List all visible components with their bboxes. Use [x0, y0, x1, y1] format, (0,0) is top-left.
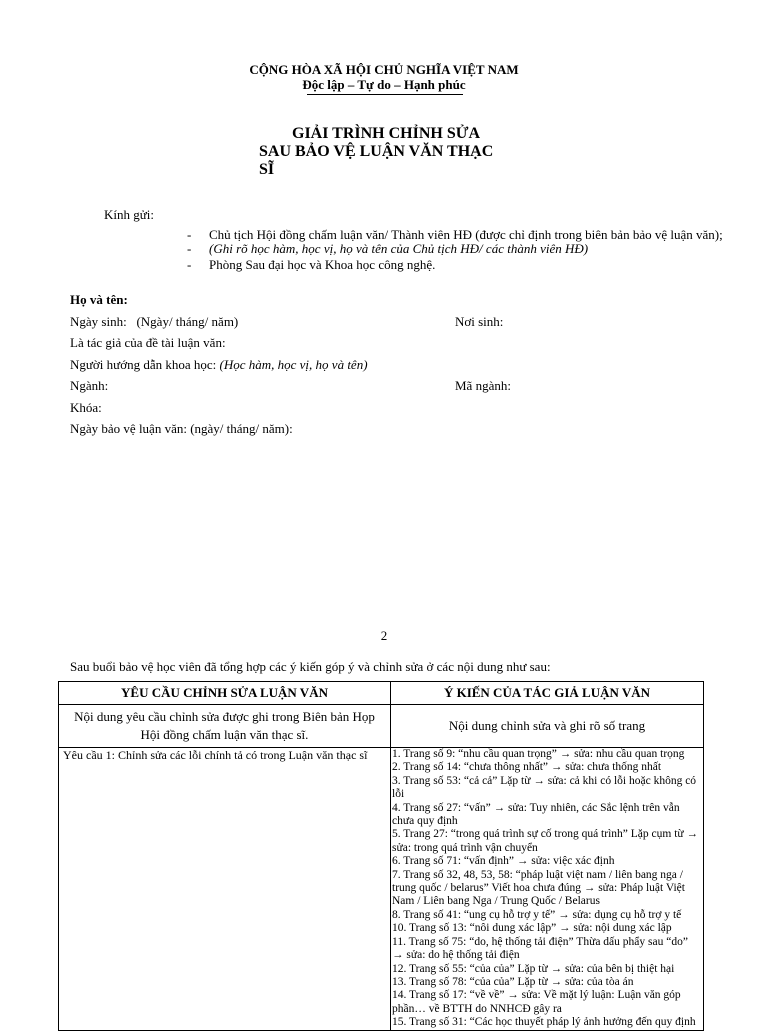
- list-item: 11. Trang số 75: “do, hệ thống tải điện” Thừa dấu phẩy sau “do” → sửa: do hệ thống tải điện: [392, 935, 688, 962]
- name-label: Họ và tên:: [70, 292, 128, 307]
- motto: Độc lập – Tự do – Hạnh phúc: [302, 77, 466, 92]
- list-item: 3. Trang số 53: “cả cả” Lặp từ → sửa: cả khi có lỗi hoặc không có lỗi: [392, 774, 697, 801]
- major-code-label: Mã ngành:: [455, 378, 511, 393]
- advisor-row: [70, 357, 368, 373]
- col-subheader-author-response: Nội dung chỉnh sửa và ghi rõ số trang: [391, 705, 704, 748]
- list-item: 7. Trang số 32, 48, 53, 58: “pháp luật việt nam / liên bang nga / trung quốc / belarus” Viết hoa chưa đúng → sửa: Pháp luật Việt Nam / Liên bang Nga / Trung Quốc / Belarus: [392, 868, 685, 908]
- col-header-requirements: YÊU CẦU CHỈNH SỬA LUẬN VĂN: [59, 682, 391, 705]
- birthplace-label: Nơi sinh:: [455, 314, 504, 329]
- recipient-item: (Ghi rõ học hàm, học vị, họ và tên của Chủ tịch HĐ/ các thành viên HĐ): [209, 241, 589, 256]
- motto-underline: [307, 94, 463, 95]
- list-item: 6. Trang số 71: “vấn định” → sửa: việc xác định: [392, 855, 615, 868]
- defense-date-label: Ngày bảo vệ luận văn: (ngày/ tháng/ năm):: [70, 421, 293, 436]
- dob-label: Ngày sinh:: [70, 314, 127, 329]
- correction-list: [391, 748, 704, 1031]
- table-subheader-row: [59, 705, 704, 748]
- title-line-1: GIẢI TRÌNH CHỈNH SỬA: [292, 125, 481, 142]
- recipient-label: Kính gửi:: [104, 207, 155, 222]
- list-item: 10. Trang số 13: “nôi dung xác lập” → sửa: nội dung xác lập: [392, 922, 672, 935]
- advisor-hint: (Học hàm, học vị, họ và tên): [219, 357, 368, 372]
- page-number: 2: [380, 628, 388, 643]
- col-subheader-requirements: Nội dung yêu cầu chỉnh sửa được ghi trong Biên bản Họp Hội đồng chấm luận văn thạc sĩ.: [59, 705, 391, 748]
- document-title: [259, 125, 499, 179]
- revision-table: [58, 681, 704, 1031]
- intro-text: Sau buổi bảo vệ học viên đã tổng hợp các ý kiến góp ý và chỉnh sửa ở các nội dung như sau:: [70, 659, 551, 674]
- recipient-dash: -: [187, 227, 192, 242]
- national-title: CỘNG HÒA XÃ HỘI CHỦ NGHĨA VIỆT NAM: [249, 62, 519, 77]
- course-label: Khóa:: [70, 400, 102, 415]
- list-item: 12. Trang số 55: “của của” Lặp từ → sửa: của bên bị thiệt hại: [392, 962, 675, 975]
- thesis-author-label: Là tác giả của đề tài luận văn:: [70, 335, 226, 350]
- title-line-2: SAU BẢO VỆ LUẬN VĂN THẠC: [259, 143, 494, 160]
- recipient-dash: -: [187, 257, 192, 272]
- list-item: 1. Trang số 9: “nhu cầu quan trọng” → sửa: nhu cầu quan trọng: [392, 748, 685, 760]
- table-header-row: [59, 682, 704, 705]
- recipient-dash: -: [187, 241, 192, 256]
- list-item: 8. Trang số 41: “ung cụ hỗ trợ y tế” → sửa: dụng cụ hỗ trợ y tế: [392, 908, 682, 921]
- list-item: 2. Trang số 14: “chưa thông nhất” → sửa: chưa thống nhất: [392, 761, 662, 774]
- dob-row: [70, 314, 238, 330]
- title-line-3: SĨ: [259, 161, 275, 178]
- dob-hint: (Ngày/ tháng/ năm): [136, 314, 239, 329]
- requirement-cell: Yêu cầu 1: Chỉnh sửa các lỗi chính tả có trong Luận văn thạc sĩ: [59, 748, 391, 1031]
- recipient-item: Phòng Sau đại học và Khoa học công nghệ.: [209, 257, 436, 272]
- advisor-label: Người hướng dẫn khoa học:: [70, 357, 217, 372]
- table-row: [59, 748, 704, 1031]
- col-header-author-response: Ý KIẾN CỦA TÁC GIẢ LUẬN VĂN: [391, 682, 704, 705]
- recipient-item: Chủ tịch Hội đồng chấm luận văn/ Thành viên HĐ (được chỉ định trong biên bản bảo vệ luận văn);: [209, 227, 723, 242]
- list-item: 5. Trang 27: “trong quá trình sự cố trong quá trình” Lặp cụm từ → sửa: trong quá trình vận chuyển: [392, 828, 698, 854]
- major-label: Ngành:: [70, 378, 109, 393]
- list-item: 15. Trang số 31: “Các học thuyết pháp lý ảnh hưởng đến quy định: [392, 1016, 696, 1029]
- list-item: 4. Trang số 27: “vấn” → sửa: Tuy nhiên, các Sắc lệnh trên vẫn chưa quy định: [392, 801, 680, 828]
- list-item: 13. Trang số 78: “của của” Lặp từ → sửa: của tòa án: [392, 975, 634, 988]
- list-item: 14. Trang số 17: “về về” → sửa: Về mặt lý luận: Luận văn góp phần… về BTTH do NNHCĐ gây ra: [392, 989, 681, 1015]
